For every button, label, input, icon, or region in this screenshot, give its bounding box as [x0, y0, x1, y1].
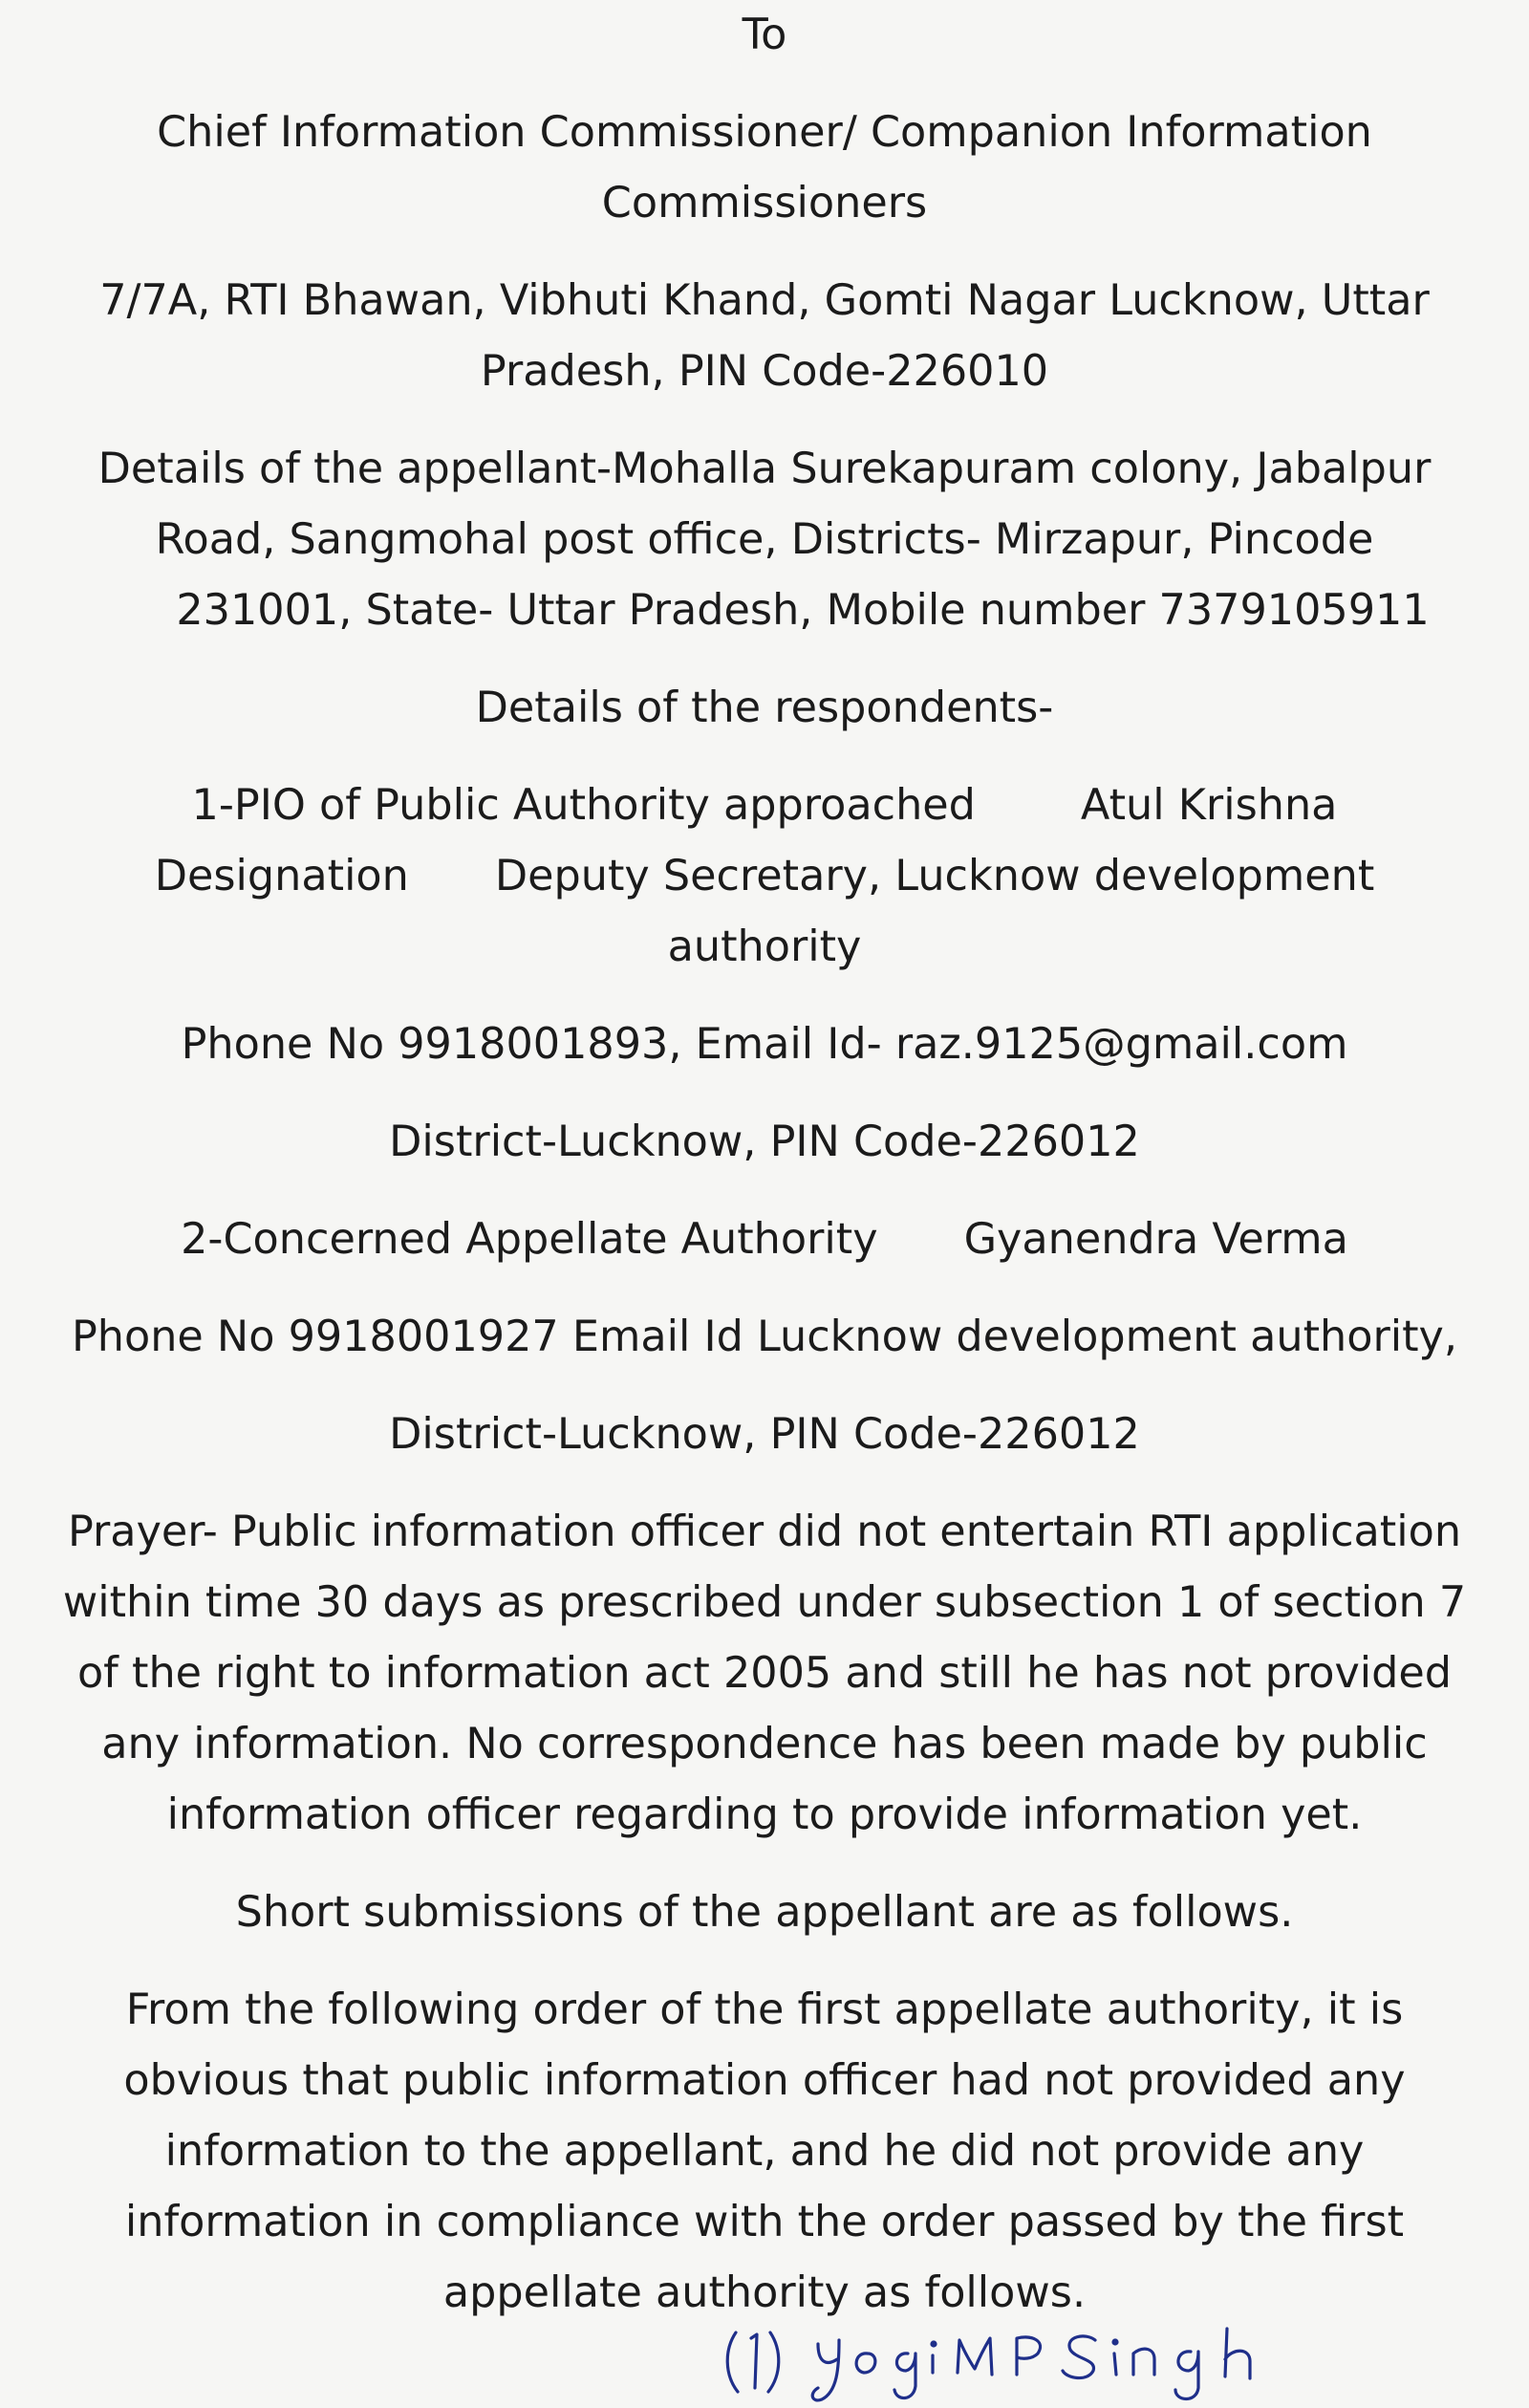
addressee-line-1	[0, 98, 1529, 168]
respondent-1-district: District-Lucknow, PIN Code-226012	[389, 1117, 1140, 1166]
appellant-line-2	[0, 505, 1529, 575]
appellant-text-2: Road, Sangmohal post office, Districts- Mirzapur, Pincode	[155, 515, 1374, 564]
prayer-text-1: Prayer- Public information officer did not entertain RTI application	[67, 1508, 1462, 1556]
submission-text-3: information to the appellant, and he did not provide any	[164, 2127, 1365, 2176]
respondent-2-line	[0, 1204, 1529, 1275]
designation-label: Designation	[154, 852, 409, 900]
submissions-heading: Short submissions of the appellant are as follows.	[235, 1888, 1294, 1937]
appellant-text-3: 231001, State- Uttar Pradesh, Mobile number 7379105911	[176, 586, 1430, 635]
prayer-line-4	[0, 1709, 1529, 1780]
submission-text-5: appellate authority as follows.	[442, 2268, 1087, 2317]
salutation-to: To	[742, 11, 787, 59]
submission-text-4: information in compliance with the order passed by the first	[124, 2198, 1405, 2246]
prayer-line-2	[0, 1568, 1529, 1638]
submission-line-2	[0, 2046, 1529, 2116]
respondent-2-name: Gyanendra Verma	[963, 1215, 1348, 1264]
designation-line-2	[0, 912, 1529, 983]
submission-line-3	[0, 2116, 1529, 2187]
prayer-line-1	[0, 1497, 1529, 1568]
respondent-2-contact-line	[0, 1302, 1529, 1373]
respondent-2-contact: Phone No 9918001927 Email Id Lucknow development authority,	[71, 1312, 1458, 1361]
salutation-line	[0, 0, 1529, 71]
designation-value-1: Deputy Secretary, Lucknow development	[494, 852, 1375, 900]
addressee-text-1: Chief Information Commissioner/ Companion Information	[157, 108, 1372, 157]
respondent-1-line	[0, 770, 1529, 841]
respondent-1-contact-line	[0, 1009, 1529, 1080]
prayer-text-2: within time 30 days as prescribed under subsection 1 of section 7	[62, 1578, 1467, 1627]
address-line-1	[0, 266, 1529, 336]
submissions-heading-line	[0, 1877, 1529, 1948]
prayer-text-3: of the right to information act 2005 and still he has not provided	[76, 1649, 1453, 1698]
respondent-1-label: 1-PIO of Public Authority approached	[191, 781, 976, 830]
appellant-line-1	[0, 434, 1529, 505]
appellant-line-3	[38, 575, 1529, 646]
submission-line-1	[0, 1975, 1529, 2046]
respondents-heading-line	[0, 673, 1529, 744]
respondent-1-district-line	[0, 1107, 1529, 1178]
respondent-2-district-line	[0, 1399, 1529, 1470]
prayer-text-5: information officer regarding to provide information yet.	[166, 1790, 1363, 1839]
respondent-1-name: Atul Krishna	[1080, 781, 1338, 830]
submission-line-4	[0, 2187, 1529, 2258]
address-line-2	[0, 336, 1529, 407]
address-text-2: Pradesh, PIN Code-226010	[480, 347, 1049, 396]
addressee-line-2	[0, 168, 1529, 239]
address-text-1: 7/7A, RTI Bhawan, Vibhuti Khand, Gomti Nagar Lucknow, Uttar	[99, 276, 1430, 325]
respondent-2-label: 2-Concerned Appellate Authority	[181, 1215, 878, 1264]
designation-line	[0, 841, 1529, 912]
prayer-text-4: any information. No correspondence has been made by public	[101, 1720, 1428, 1768]
prayer-line-5	[0, 1780, 1529, 1851]
addressee-text-2: Commissioners	[601, 179, 928, 228]
submission-text-2: obvious that public information officer had not provided any	[123, 2056, 1406, 2105]
designation-value-2: authority	[667, 922, 862, 971]
handwritten-signature	[719, 2311, 1330, 2403]
appellant-text-1: Details of the appellant-Mohalla Surekapuram colony, Jabalpur	[97, 445, 1432, 493]
respondent-2-district: District-Lucknow, PIN Code-226012	[389, 1410, 1140, 1459]
respondent-1-contact: Phone No 9918001893, Email Id- raz.9125@gmail.com	[181, 1020, 1348, 1069]
respondents-heading: Details of the respondents-	[475, 683, 1054, 732]
prayer-line-3	[0, 1638, 1529, 1709]
submission-text-1: From the following order of the first appellate authority, it is	[125, 1985, 1404, 2034]
